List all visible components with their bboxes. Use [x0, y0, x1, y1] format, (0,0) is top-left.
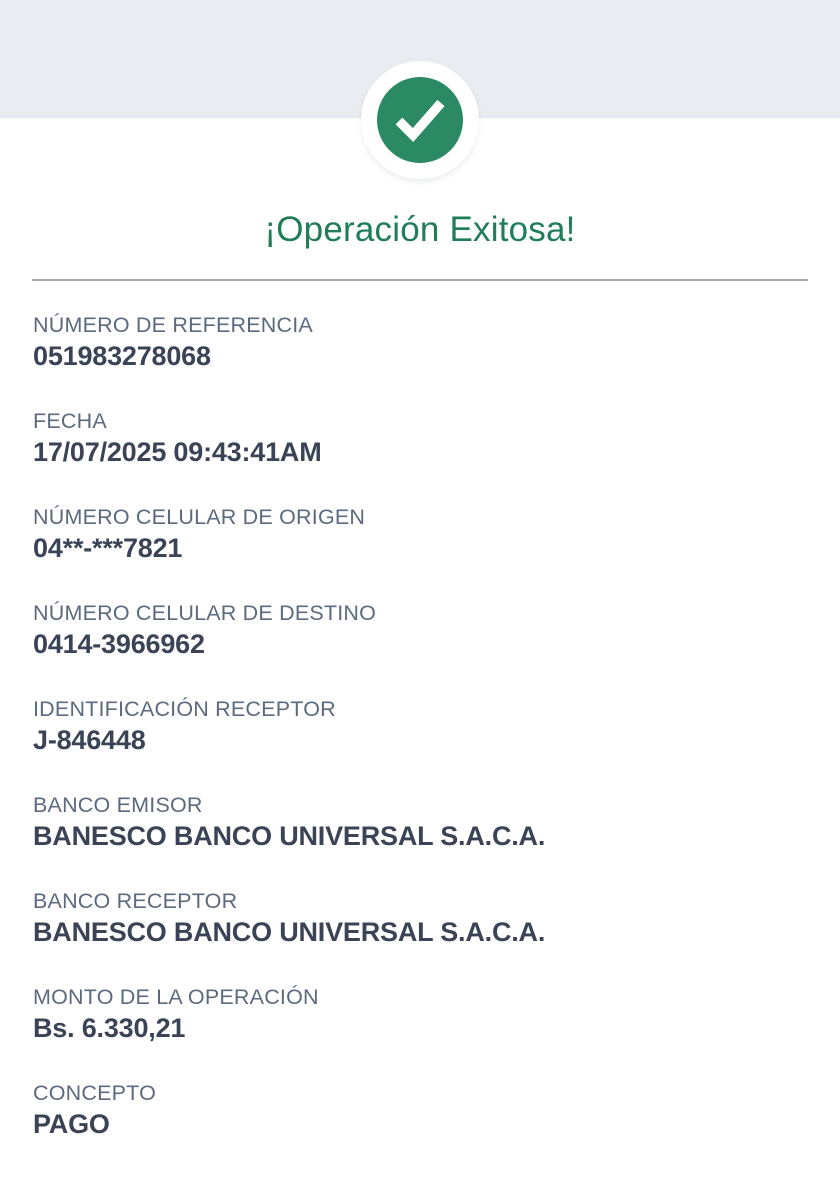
field-value: PAGO — [33, 1109, 110, 1139]
field-receiving-bank — [33, 888, 813, 950]
field-label: CONCEPTO — [33, 1081, 157, 1105]
field-label: NÚMERO CELULAR DE DESTINO — [33, 601, 377, 625]
page-title: ¡Operación Exitosa! — [264, 210, 576, 249]
divider — [32, 279, 808, 281]
receipt-fields — [33, 312, 813, 1176]
check-circle-icon — [377, 77, 463, 163]
field-date — [33, 408, 813, 470]
field-label: BANCO EMISOR — [33, 793, 203, 817]
field-value: 051983278068 — [33, 341, 211, 371]
field-receiver-id — [33, 696, 813, 758]
field-label: NÚMERO CELULAR DE ORIGEN — [33, 505, 366, 529]
field-origin-phone — [33, 504, 813, 566]
field-value: 17/07/2025 09:43:41AM — [33, 437, 322, 467]
field-value: BANESCO BANCO UNIVERSAL S.A.C.A. — [33, 821, 546, 851]
field-label: BANCO RECEPTOR — [33, 889, 238, 913]
field-issuing-bank — [33, 792, 813, 854]
field-value: Bs. 6.330,21 — [33, 1013, 186, 1043]
field-label: FECHA — [33, 409, 107, 433]
field-value: J-846448 — [33, 725, 146, 755]
field-operation-amount — [33, 984, 813, 1046]
success-badge — [361, 61, 479, 179]
field-value: 04**-***7821 — [33, 533, 183, 563]
field-label: NÚMERO DE REFERENCIA — [33, 313, 313, 337]
field-concept — [33, 1080, 813, 1142]
field-destination-phone — [33, 600, 813, 662]
field-reference-number — [33, 312, 813, 374]
field-value: 0414-3966962 — [33, 629, 205, 659]
field-label: MONTO DE LA OPERACIÓN — [33, 985, 319, 1009]
field-value: BANESCO BANCO UNIVERSAL S.A.C.A. — [33, 917, 546, 947]
field-label: IDENTIFICACIÓN RECEPTOR — [33, 697, 336, 721]
